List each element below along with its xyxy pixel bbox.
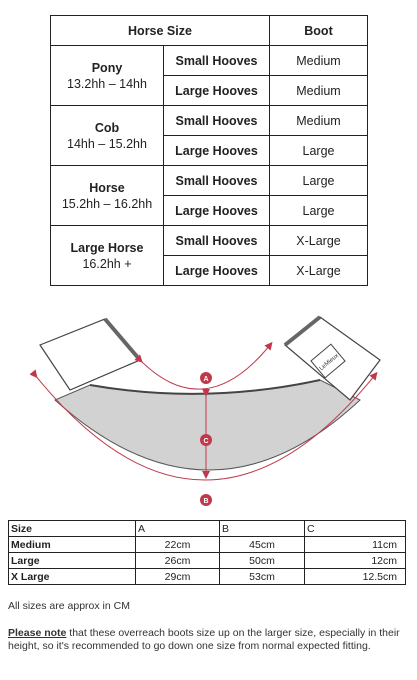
size-group-large-horse	[51, 226, 164, 286]
value-c: 12cm	[305, 553, 406, 569]
size-group-horse	[51, 166, 164, 226]
value-c: 12.5cm	[305, 569, 406, 585]
hoof-type: Small Hooves	[164, 106, 270, 136]
table-row	[51, 226, 368, 256]
header-horse-size: Horse Size	[51, 16, 270, 46]
header-c: C	[305, 521, 406, 537]
header-boot: Boot	[270, 16, 368, 46]
hoof-type: Large Hooves	[164, 196, 270, 226]
hoof-type: Small Hooves	[164, 166, 270, 196]
boot-size: Large	[270, 196, 368, 226]
table-row	[9, 521, 406, 537]
size-range: 14hh – 15.2hh	[67, 136, 147, 151]
table-row	[9, 537, 406, 553]
label-b: B	[203, 498, 209, 505]
size-range: 13.2hh – 14hh	[67, 76, 147, 91]
size-range: 16.2hh +	[82, 256, 132, 271]
size-group-cob	[51, 106, 164, 166]
size-name: Cob	[94, 120, 120, 135]
size-group-pony	[51, 46, 164, 106]
boot-size: Medium	[270, 76, 368, 106]
table-row	[9, 569, 406, 585]
hoof-type: Large Hooves	[164, 136, 270, 166]
hoof-type: Small Hooves	[164, 46, 270, 76]
table-row	[51, 166, 368, 196]
size-name: Large Horse	[70, 240, 144, 255]
boot-left-tab	[40, 319, 140, 390]
size-table-header	[51, 16, 368, 46]
header-size: Size	[9, 521, 136, 537]
size-range: 15.2hh – 16.2hh	[61, 196, 153, 211]
table-row	[51, 46, 368, 76]
header-b: B	[220, 521, 305, 537]
value-a: 29cm	[136, 569, 220, 585]
boot-size: X-Large	[270, 256, 368, 286]
header-a: A	[136, 521, 220, 537]
value-a: 26cm	[136, 553, 220, 569]
value-a: 22cm	[136, 537, 220, 553]
size-name: Pony	[91, 60, 123, 75]
table-row	[9, 553, 406, 569]
logo-text: LeMieux	[318, 352, 340, 373]
size-label: X Large	[9, 569, 136, 585]
approx-note: All sizes are approx in CM	[8, 600, 130, 612]
horse-size-table	[50, 15, 368, 286]
label-c: C	[203, 438, 209, 445]
label-a: A	[203, 376, 209, 383]
overreach-boot-diagram	[30, 305, 390, 515]
size-name: Horse	[89, 180, 125, 195]
please-note-text: that these overreach boots size up on the larger size, especially in their height, so it's recommended to go down one size from normal expected fitting.	[8, 627, 400, 652]
boot-size: Large	[270, 166, 368, 196]
hoof-type: Small Hooves	[164, 226, 270, 256]
table-row	[51, 106, 368, 136]
boot-size: X-Large	[270, 226, 368, 256]
fit-note	[8, 627, 413, 653]
boot-size: Large	[270, 136, 368, 166]
size-label: Medium	[9, 537, 136, 553]
value-b: 45cm	[220, 537, 305, 553]
value-c: 11cm	[305, 537, 406, 553]
hoof-type: Large Hooves	[164, 76, 270, 106]
value-b: 53cm	[220, 569, 305, 585]
please-note-label: Please note	[8, 627, 67, 639]
dimensions-table	[8, 520, 406, 585]
boot-size: Medium	[270, 106, 368, 136]
boot-size: Medium	[270, 46, 368, 76]
size-label: Large	[9, 553, 136, 569]
hoof-type: Large Hooves	[164, 256, 270, 286]
value-b: 50cm	[220, 553, 305, 569]
